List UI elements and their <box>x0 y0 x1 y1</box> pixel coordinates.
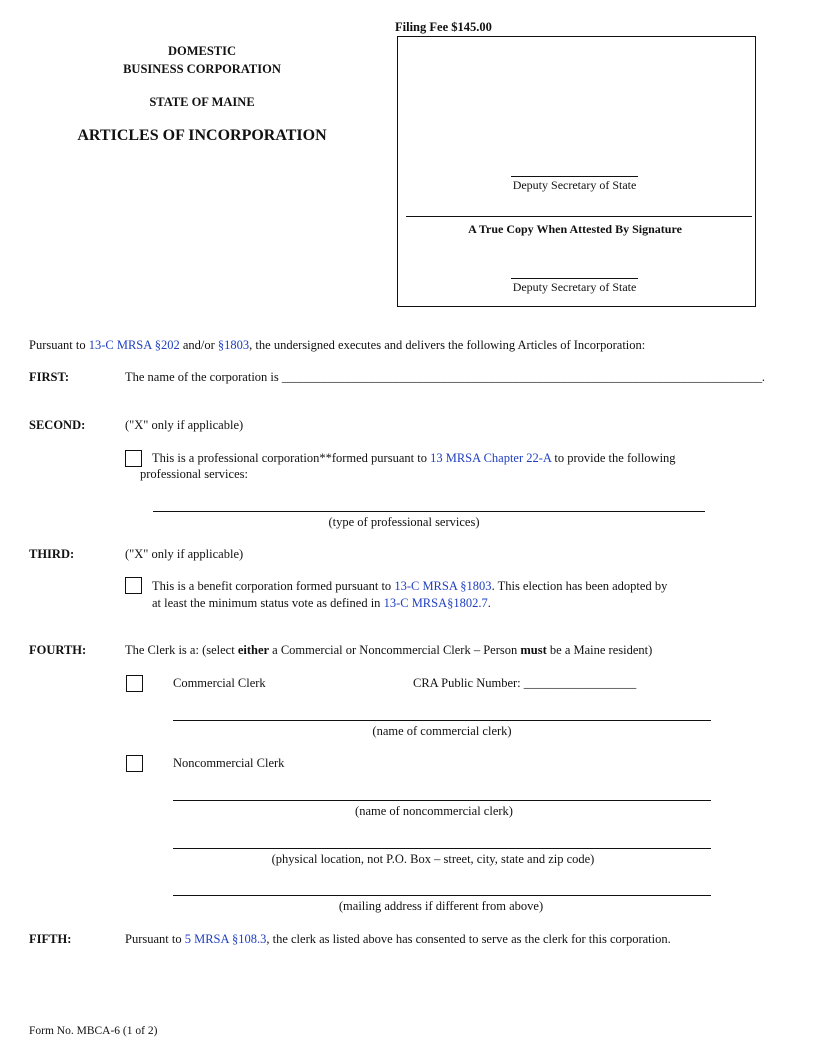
true-copy-label: A True Copy When Attested By Signature <box>468 222 682 236</box>
professional-corporation-text <box>152 451 676 466</box>
fifth-label: FIFTH: <box>29 932 72 946</box>
signature-line-1 <box>511 176 638 177</box>
benefit-corporation-text-line2 <box>152 596 491 611</box>
consent-text-post: , the clerk as listed above has consented to serve as the clerk for this corporation. <box>266 932 671 946</box>
signature-line-2 <box>511 278 638 279</box>
professional-services-line[interactable] <box>153 511 705 512</box>
header-line-business-corporation: BUSINESS CORPORATION <box>123 62 281 76</box>
benefit-text-pre: This is a benefit corporation formed pursuant to <box>152 579 395 593</box>
intro-text-mid: and/or <box>179 338 218 352</box>
benefit-text-mid: . This election has been adopted by <box>491 579 668 593</box>
benefit-line2-post: . <box>487 596 491 610</box>
professional-corporation-checkbox[interactable] <box>125 450 142 467</box>
clerk-consent-statement <box>125 932 671 947</box>
corporation-name-text: The name of the corporation is <box>125 370 282 384</box>
clerk-intro-post: be a Maine resident) <box>546 643 653 657</box>
second-note: ("X" only if applicable) <box>125 418 244 432</box>
noncommercial-clerk-name-line[interactable] <box>173 800 711 801</box>
stamp-divider <box>406 216 752 217</box>
link-5-mrsa-108-3[interactable]: 5 MRSA §108.3 <box>184 932 267 946</box>
clerk-intro-mid: a Commercial or Noncommercial Clerk – Person <box>269 643 521 657</box>
deputy-secretary-label-1: Deputy Secretary of State <box>512 178 637 192</box>
clerk-instructions <box>125 643 652 658</box>
fourth-label: FOURTH: <box>29 643 87 657</box>
link-13c-mrsa-1802-7[interactable]: 13-C MRSA§1802.7 <box>383 596 488 610</box>
link-1803[interactable]: §1803 <box>217 338 250 352</box>
page-title: ARTICLES OF INCORPORATION <box>77 127 327 144</box>
professional-text-post: to provide the following <box>551 451 676 465</box>
noncommercial-clerk-checkbox[interactable] <box>126 755 143 772</box>
benefit-line2-pre: at least the minimum status vote as defined in <box>152 596 384 610</box>
mailing-address-line[interactable] <box>173 895 711 896</box>
intro-text-post: , the undersigned executes and delivers the following Articles of Incorporation: <box>249 338 646 352</box>
benefit-corporation-text <box>152 579 667 594</box>
intro-statement <box>29 338 645 353</box>
second-label: SECOND: <box>29 418 86 432</box>
filing-fee: Filing Fee $145.00 <box>395 20 492 34</box>
noncommercial-clerk-label: Noncommercial Clerk <box>173 756 285 770</box>
noncommercial-clerk-caption: (name of noncommercial clerk) <box>355 804 513 818</box>
mailing-address-caption: (mailing address if different from above) <box>338 899 544 913</box>
cra-public-number-field[interactable] <box>413 676 636 691</box>
professional-text-pre: This is a professional corporation**formed pursuant to <box>152 451 431 465</box>
corporation-name-blank[interactable]: ________________________________________________________________________________. <box>281 370 765 384</box>
commercial-clerk-label: Commercial Clerk <box>173 676 266 690</box>
commercial-clerk-checkbox[interactable] <box>126 675 143 692</box>
link-13c-mrsa-1803[interactable]: 13-C MRSA §1803 <box>394 579 492 593</box>
third-label: THIRD: <box>29 547 75 561</box>
header-state: STATE OF MAINE <box>149 95 255 109</box>
commercial-clerk-caption: (name of commercial clerk) <box>372 724 512 738</box>
cra-public-number-blank[interactable]: __________________ <box>523 676 637 690</box>
professional-services-label: professional services: <box>140 467 248 481</box>
physical-location-caption: (physical location, not P.O. Box – street, city, state and zip code) <box>271 852 595 866</box>
corporation-name-field[interactable] <box>125 370 765 385</box>
intro-text-pre: Pursuant to <box>29 338 89 352</box>
filing-stamp-box <box>397 36 756 307</box>
clerk-intro-pre: The Clerk is a: (select <box>125 643 238 657</box>
first-label: FIRST: <box>29 370 70 384</box>
clerk-intro-must: must <box>520 643 547 657</box>
clerk-intro-either: either <box>237 643 270 657</box>
link-13-mrsa-chapter-22a[interactable]: 13 MRSA Chapter 22-A <box>430 451 552 465</box>
deputy-secretary-label-2: Deputy Secretary of State <box>512 280 637 294</box>
third-note: ("X" only if applicable) <box>125 547 244 561</box>
header-line-domestic: DOMESTIC <box>167 44 237 58</box>
commercial-clerk-name-line[interactable] <box>173 720 711 721</box>
cra-public-number-label: CRA Public Number: <box>413 676 524 690</box>
link-13c-mrsa-202[interactable]: 13-C MRSA §202 <box>88 338 180 352</box>
physical-location-line[interactable] <box>173 848 711 849</box>
consent-text-pre: Pursuant to <box>125 932 185 946</box>
benefit-corporation-checkbox[interactable] <box>125 577 142 594</box>
professional-services-caption: (type of professional services) <box>328 515 480 529</box>
form-number: Form No. MBCA-6 (1 of 2) <box>29 1025 158 1037</box>
